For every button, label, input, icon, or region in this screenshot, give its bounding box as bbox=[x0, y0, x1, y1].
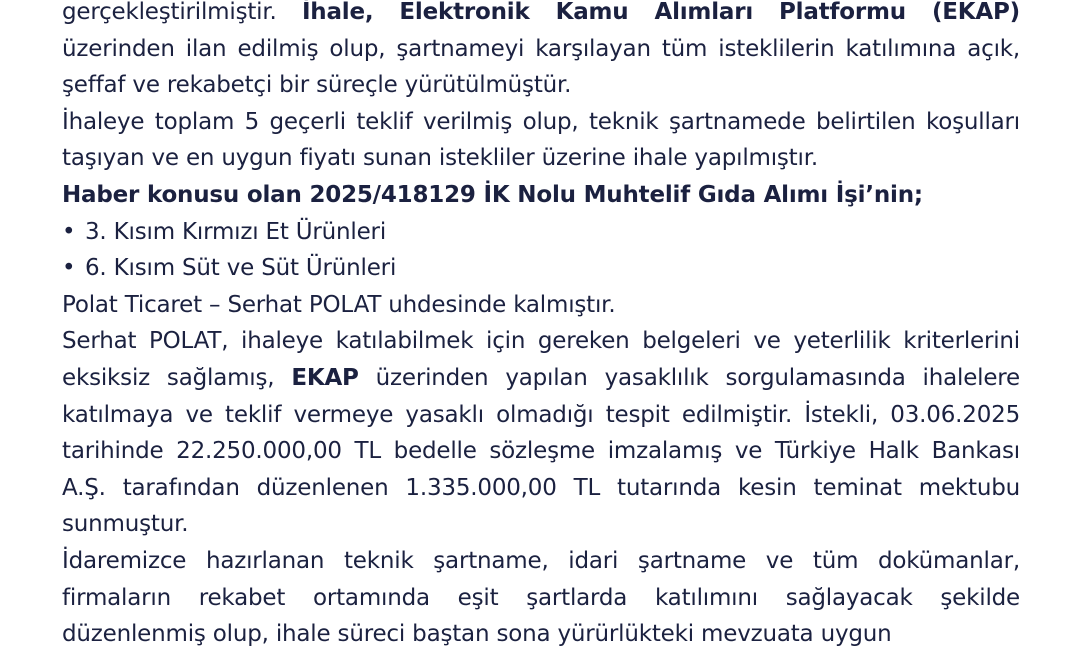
lot-list bbox=[62, 214, 1020, 287]
paragraph-text: gerçekleştirilmiştir. bbox=[62, 0, 302, 25]
paragraph-text: Serhat POLAT, ihaleye katılabilmek için gereken belgeleri ve yeterlilik kriterlerini eksiksiz sağlamış, bbox=[62, 328, 1020, 391]
paragraph-text: üzerinden ilan edilmiş olup, şartnameyi karşılayan tüm isteklilerin katılımına açık, şeffaf ve rekabetçi bir süreçle yürütülmüştür. bbox=[62, 35, 1020, 99]
paragraph-contract bbox=[62, 323, 1020, 543]
list-item-text: 6. Kısım Süt ve Süt Ürünleri bbox=[85, 255, 397, 282]
list-item bbox=[62, 214, 1020, 251]
paragraph-text: üzerinden yapılan yasaklılık sorgulamasında ihalelere katılmaya ve teklif vermeye yasaklı olmadığı tespit edilmiştir. İstekli, 03.06.2025 tarihinde 22.250.000,00 TL bedelle sözleşme imzalamış ve Türkiye Halk Bankası A.Ş. tarafından düzenlenen 1.335.000,00 TL tutarında kesin teminat mektubu sunmuştur. bbox=[62, 364, 1020, 538]
list-item-text: 3. Kısım Kırmızı Et Ürünleri bbox=[85, 218, 387, 245]
paragraph-ekap bbox=[62, 0, 1020, 104]
paragraph-specifications: İdaremizce hazırlanan teknik şartname, idari şartname ve tüm dokümanlar, firmaların rekabet ortamında eşit şartlarda katılımını sağlayacak şekilde düzenlenmiş olup, ihale süreci baştan sona yürürlükteki mevzuata uygun bbox=[62, 547, 1020, 648]
bullet-icon: • bbox=[62, 255, 76, 282]
list-item bbox=[62, 250, 1020, 287]
ekap-emphasis: İhale, Elektronik Kamu Alımları Platformu (EKAP) bbox=[301, 0, 1020, 25]
ekap-emphasis: EKAP bbox=[291, 364, 359, 391]
news-heading: Haber konusu olan 2025/418129 İK Nolu Muhtelif Gıda Alımı İşi’nin; bbox=[62, 181, 923, 208]
bullet-icon: • bbox=[62, 218, 76, 245]
paragraph-winner: Polat Ticaret – Serhat POLAT uhdesinde kalmıştır. bbox=[62, 291, 616, 318]
paragraph-offers: İhaleye toplam 5 geçerli teklif verilmiş olup, teknik şartnamede belirtilen koşulları taşıyan ve en uygun fiyatı sunan istekliler üzerine ihale yapılmıştır. bbox=[62, 108, 1020, 172]
document-body bbox=[62, 0, 1020, 653]
